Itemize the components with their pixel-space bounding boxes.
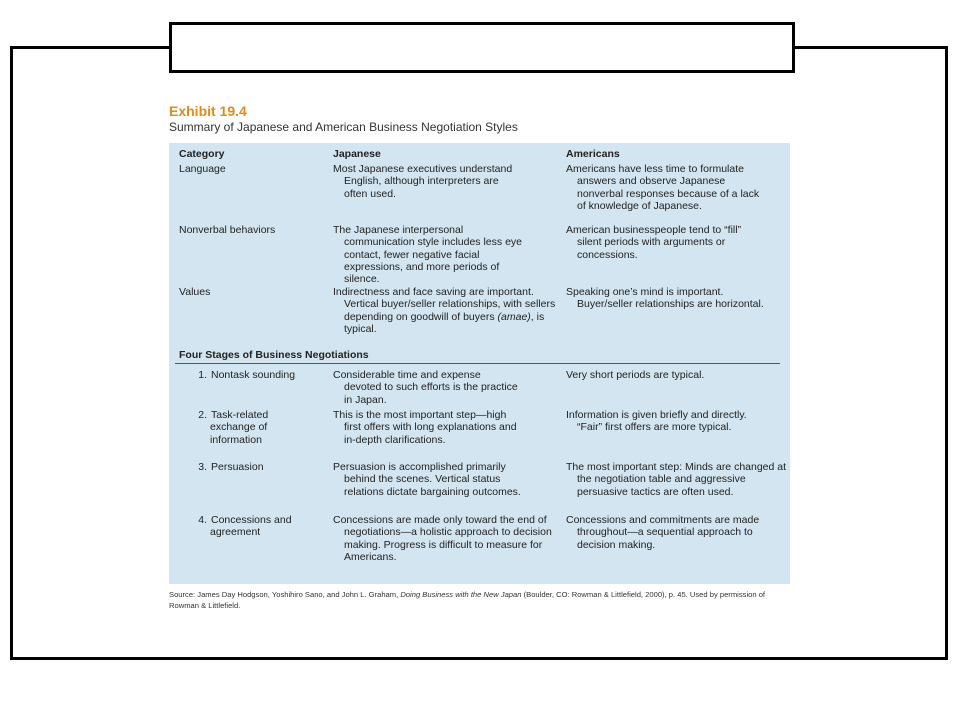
source-note: [169, 590, 789, 611]
amae-term: (amae): [497, 310, 531, 323]
stage-name: Nontask sounding: [211, 369, 296, 381]
stage-name: Task-related exchange of information: [210, 409, 269, 446]
stage-japanese: Persuasion is accomplished primarily behind the scenes. Vertical status relations dictate bargaining outcomes.: [333, 461, 521, 498]
source-book-title: Doing Business with the New Japan: [400, 590, 522, 599]
row-americans: Americans have less time to formulate answers and observe Japanese nonverbal responses because of a lack of knowledge of Japanese.: [566, 163, 760, 212]
row-japanese: [333, 286, 556, 335]
slide-title-box: [169, 22, 795, 73]
stage-americans: The most important step: Minds are changed at the negotiation table and aggressive persuasive tactics are often used.: [566, 461, 787, 498]
stage-label: [193, 409, 305, 446]
exhibit-title: Summary of Japanese and American Business Negotiation Styles: [169, 120, 518, 134]
stage-number: 3.: [198, 461, 207, 473]
stage-japanese: This is the most important step—high first offers with long explanations and in-depth clarifications.: [333, 409, 517, 446]
stage-number: 4.: [198, 514, 207, 526]
stage-name: Concessions and agreement: [210, 514, 292, 539]
header-americans: Americans: [566, 148, 620, 160]
stage-label: [193, 514, 310, 539]
exhibit-label: Exhibit 19.4: [169, 103, 247, 119]
header-japanese: Japanese: [333, 148, 381, 160]
negotiation-styles-table: [169, 143, 790, 584]
row-category: Language: [179, 163, 226, 175]
stage-label: [193, 461, 330, 473]
source-text: Source: James Day Hodgson, Yoshihiro Sano, and John L. Graham,: [169, 590, 401, 599]
values-japanese-text: Indirectness and face saving are important. Vertical buyer/seller relationships, with sellers depending on goodwill of buyers: [333, 286, 556, 323]
row-americans: American businesspeople tend to “fill” silent periods with arguments or concessions.: [566, 224, 742, 261]
source-text-end: (Boulder, CO: Rowman & Littlefield, 2000), p. 45. Used by permission of Rowman & Littlefield.: [169, 590, 766, 610]
section-heading: Four Stages of Business Negotiations: [179, 349, 369, 361]
stage-name: Persuasion: [211, 461, 264, 473]
row-category: Values: [179, 286, 211, 298]
stage-number: 2.: [198, 409, 207, 421]
row-japanese: Most Japanese executives understand English, although interpreters are often used.: [333, 163, 513, 200]
stage-japanese: Concessions are made only toward the end of negotiations—a holistic approach to decision making. Progress is difficult to measure for Americans.: [333, 514, 552, 563]
values-japanese-text-end: , is typical.: [344, 310, 545, 335]
stage-number: 1.: [198, 369, 207, 381]
stage-americans: Concessions and commitments are made throughout—a sequential approach to decision making.: [566, 514, 760, 551]
row-category: Nonverbal behaviors: [179, 224, 276, 236]
section-divider: [175, 363, 780, 364]
header-category: Category: [179, 148, 225, 160]
stage-americans: Information is given briefly and directly. “Fair” first offers are more typical.: [566, 409, 747, 434]
stage-label: [193, 369, 330, 381]
stage-americans: Very short periods are typical.: [566, 369, 705, 381]
row-japanese: The Japanese interpersonal communication style includes less eye contact, fewer negative facial expressions, and more periods of silence.: [333, 224, 522, 286]
stage-japanese: Considerable time and expense devoted to such efforts is the practice in Japan.: [333, 369, 518, 406]
row-americans: Speaking one’s mind is important. Buyer/seller relationships are horizontal.: [566, 286, 764, 311]
